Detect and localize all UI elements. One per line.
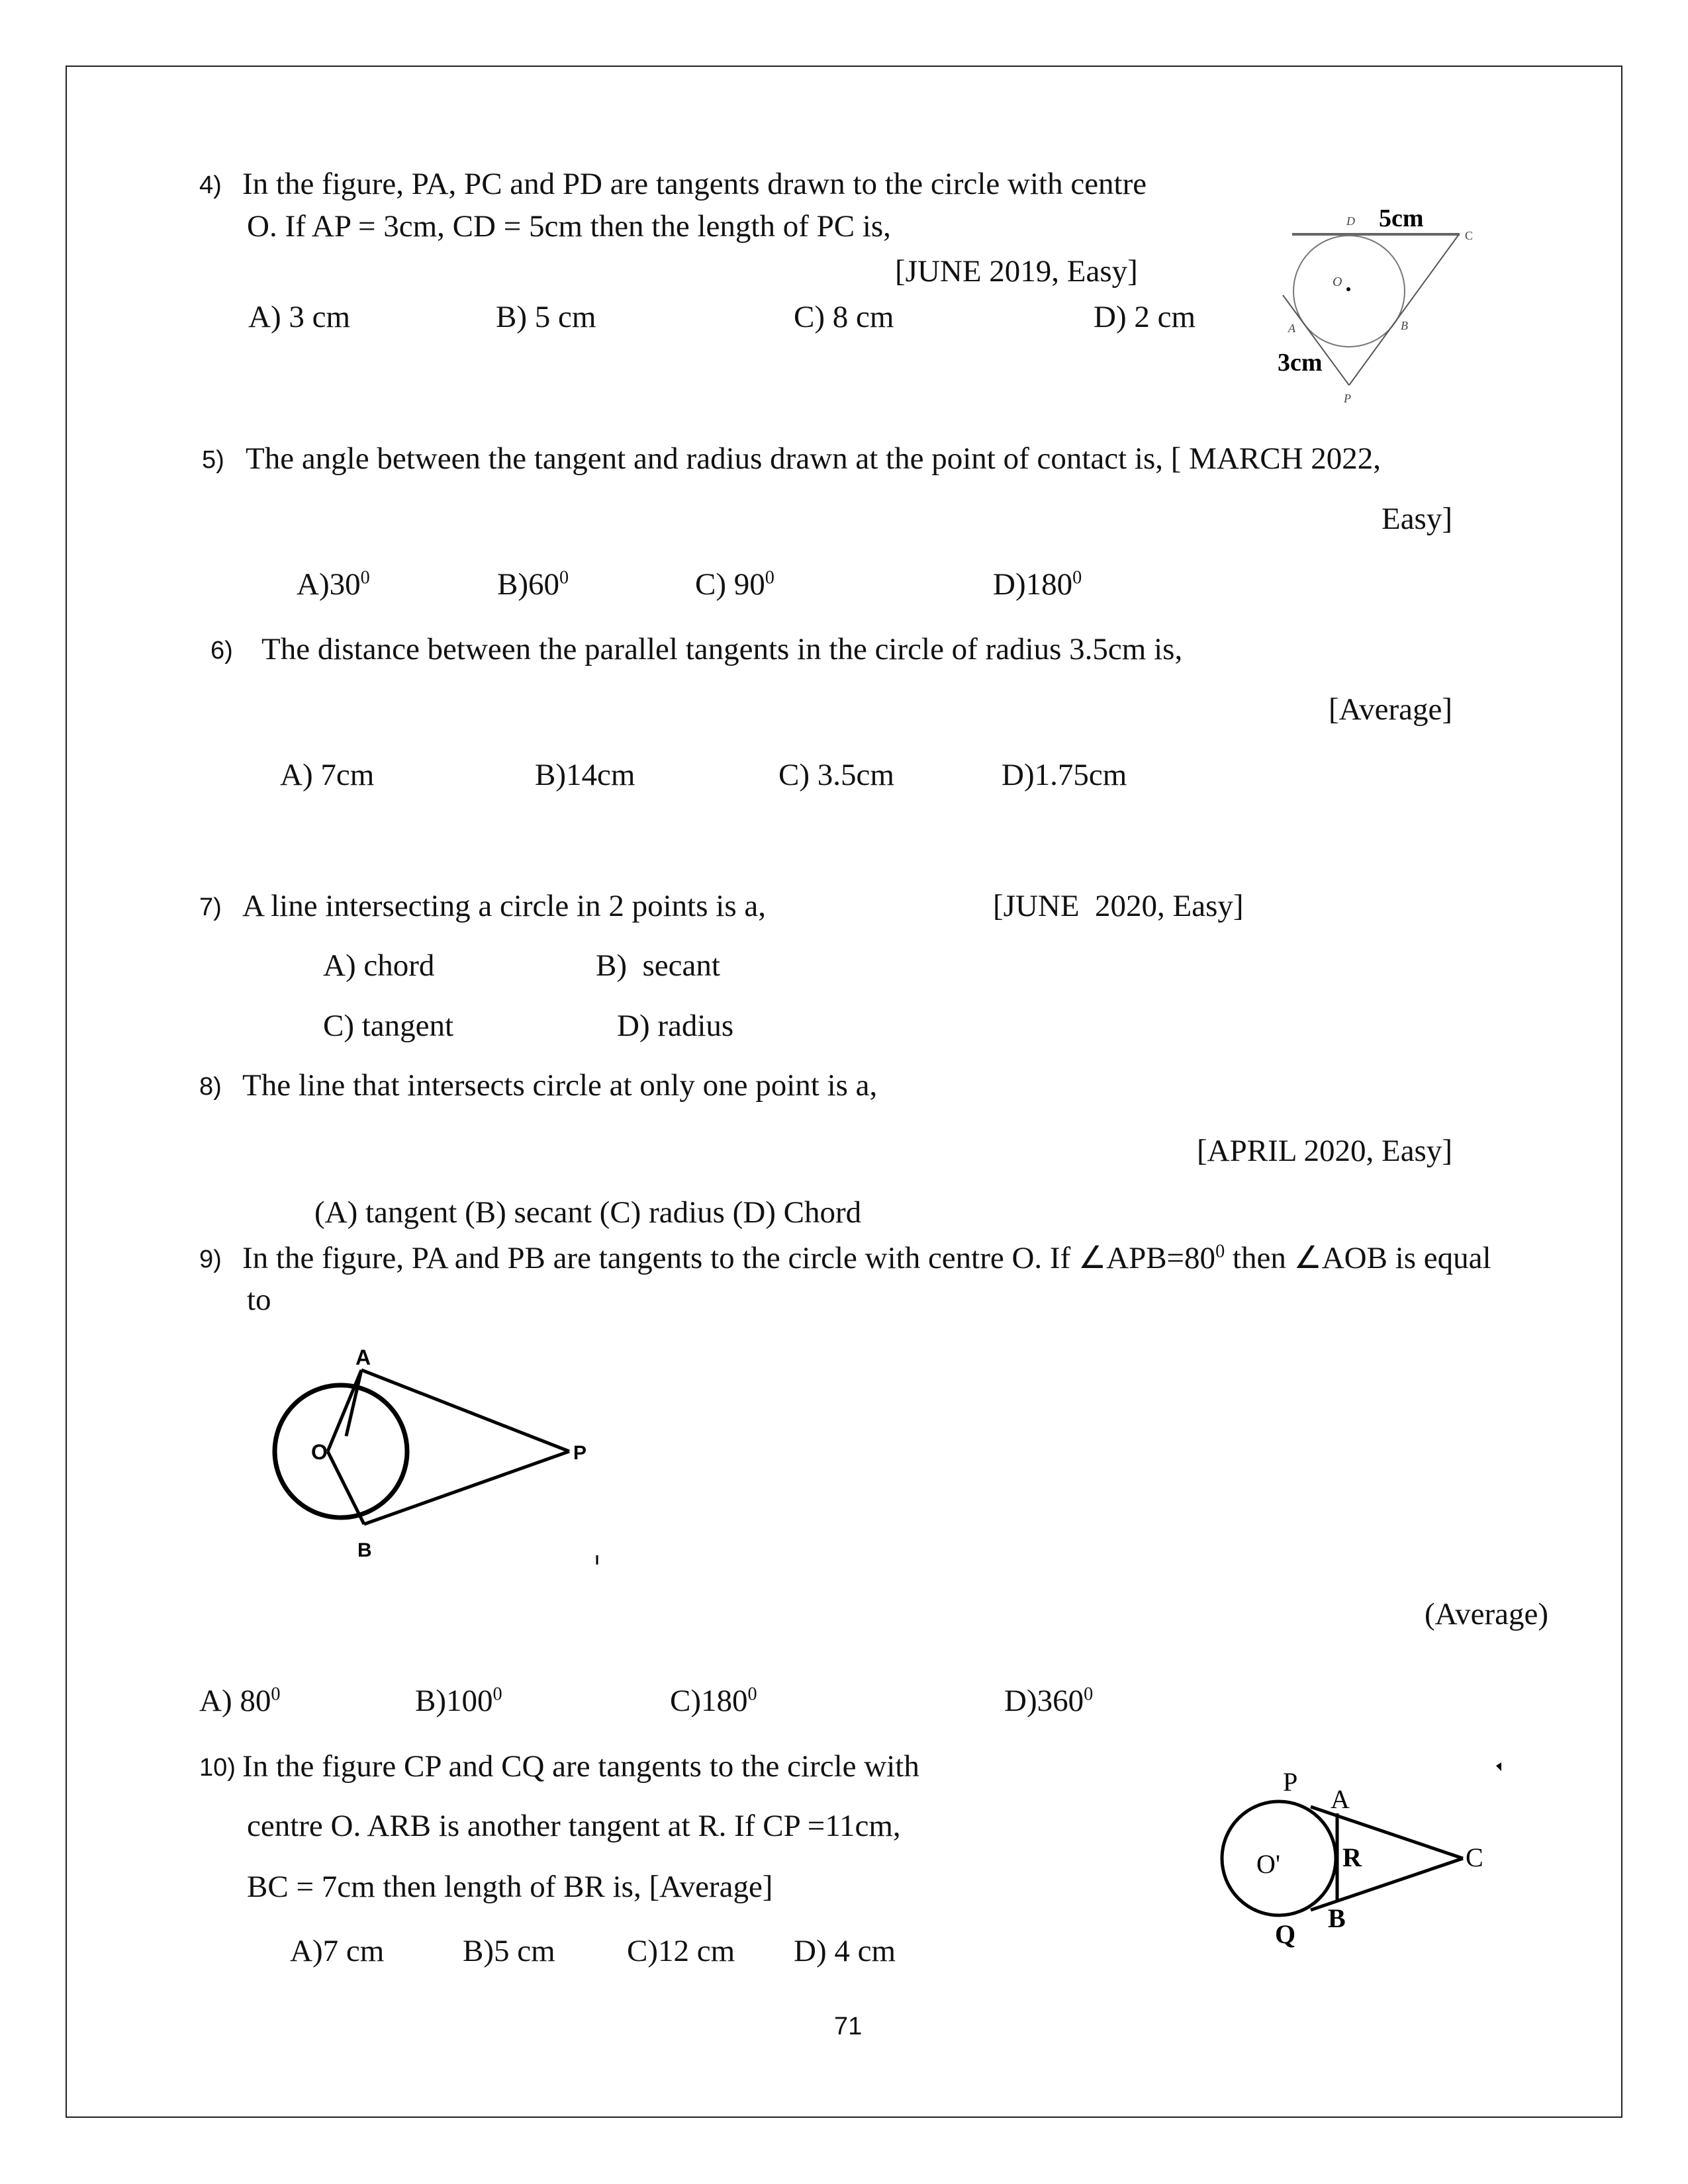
option-c: $C)180^0$	[670, 1684, 757, 1718]
label-3cm: 3cm	[1278, 349, 1323, 377]
option-d: D) 4 cm	[794, 1934, 896, 1968]
label-p: P	[1344, 392, 1351, 405]
option-a: A) 3 cm	[248, 300, 351, 334]
question-tag: [Average]	[1329, 692, 1452, 727]
option-a: A) chord	[323, 948, 435, 983]
question-tag: (Average)	[1425, 1597, 1548, 1631]
option-c: C) 8 cm	[794, 300, 894, 334]
question-number: 5)	[202, 446, 224, 474]
question-number: 9)	[199, 1246, 222, 1273]
option-a: $A)30^0$	[297, 567, 370, 602]
question-number: 6)	[211, 637, 233, 664]
option-b: B) secant	[596, 948, 720, 983]
option-a: A) 7cm	[280, 758, 375, 792]
option-b: B)5 cm	[463, 1934, 555, 1968]
label-b: B	[1401, 319, 1408, 332]
label-b: B	[1328, 1903, 1346, 1933]
option-d: D)1.75cm	[1002, 758, 1127, 792]
question-text: In the figure CP and CQ are tangents to the circle with	[242, 1749, 919, 1784]
option-a: A) $80^0$	[199, 1684, 281, 1718]
option-d: D) radius	[617, 1009, 734, 1043]
label-c: C	[1466, 1843, 1483, 1872]
question-text: In the figure, PA, PC and PD are tangents drawn to the circle with centre	[242, 167, 1147, 201]
question-text: centre O. ARB is another tangent at R. If CP =11cm,	[247, 1809, 901, 1843]
question-number: 10)	[199, 1754, 236, 1782]
label-d: D	[1346, 214, 1355, 228]
option-d: $D)360^0$	[1004, 1684, 1094, 1718]
question-text: A line intersecting a circle in 2 points is a,	[242, 889, 766, 923]
question-text: O. If AP = 3cm, CD = 5cm then the length of PC is,	[247, 209, 891, 244]
question-text: The angle between the tangent and radius drawn at the point of contact is, [ MARCH 2022,	[246, 441, 1382, 476]
question-number: 8)	[199, 1073, 222, 1101]
tangent-figure-q10	[1205, 1747, 1509, 1959]
option-b: B) 5 cm	[496, 300, 596, 334]
label-a: A	[1331, 1784, 1350, 1814]
question-text: BC = 7cm then length of BR is, [Average]	[247, 1870, 773, 1904]
question-text: The line that intersects circle at only one point is a,	[242, 1068, 878, 1103]
option-a: A)7 cm	[290, 1934, 385, 1968]
question-tag: [APRIL 2020, Easy]	[1197, 1134, 1452, 1168]
label-q: Q	[1275, 1919, 1296, 1949]
question-text: The distance between the parallel tangents in the circle of radius 3.5cm is,	[261, 632, 1183, 666]
label-o: O'	[1256, 1849, 1281, 1879]
label-a: A	[1288, 322, 1295, 335]
option-c: C) tangent	[323, 1009, 454, 1043]
question-tag: [JUNE 2020, Easy]	[993, 889, 1244, 923]
option-b: $B)60^0$	[497, 567, 569, 602]
label-o: O	[311, 1440, 328, 1464]
question-tag: Easy]	[1381, 502, 1452, 536]
question-number: 7)	[199, 893, 222, 921]
question-number: 4)	[199, 171, 222, 199]
label-c: C	[1465, 229, 1474, 242]
label-p: P	[573, 1442, 587, 1464]
question-text: In the figure, PA and PB are tangents to the circle with centre O. If $\angle APB=80^0$ then ∠AOB is equal	[242, 1241, 1491, 1275]
option-d: $D)180^0$	[993, 567, 1082, 602]
label-p: P	[1283, 1767, 1298, 1797]
label-b: B	[357, 1539, 372, 1561]
label-a: A	[355, 1345, 371, 1369]
page-number: 71	[834, 2013, 863, 2040]
label-o: O	[1333, 275, 1342, 289]
label-5cm: 5cm	[1379, 205, 1424, 232]
tangent-figure-q4	[1258, 185, 1489, 410]
option-b: B)14cm	[535, 758, 635, 792]
option-c: C) $90^0$	[695, 567, 774, 602]
options: (A) tangent (B) secant (C) radius (D) Chord	[314, 1195, 862, 1230]
option-c: C)12 cm	[627, 1934, 735, 1968]
question-text: to	[247, 1283, 271, 1317]
label-r: R	[1342, 1843, 1362, 1872]
option-b: $B)100^0$	[415, 1684, 502, 1718]
question-tag: [JUNE 2019, Easy]	[895, 254, 1138, 289]
tangent-figure-q9	[265, 1337, 609, 1575]
option-c: C) 3.5cm	[778, 758, 894, 792]
option-d: D) 2 cm	[1094, 300, 1196, 334]
